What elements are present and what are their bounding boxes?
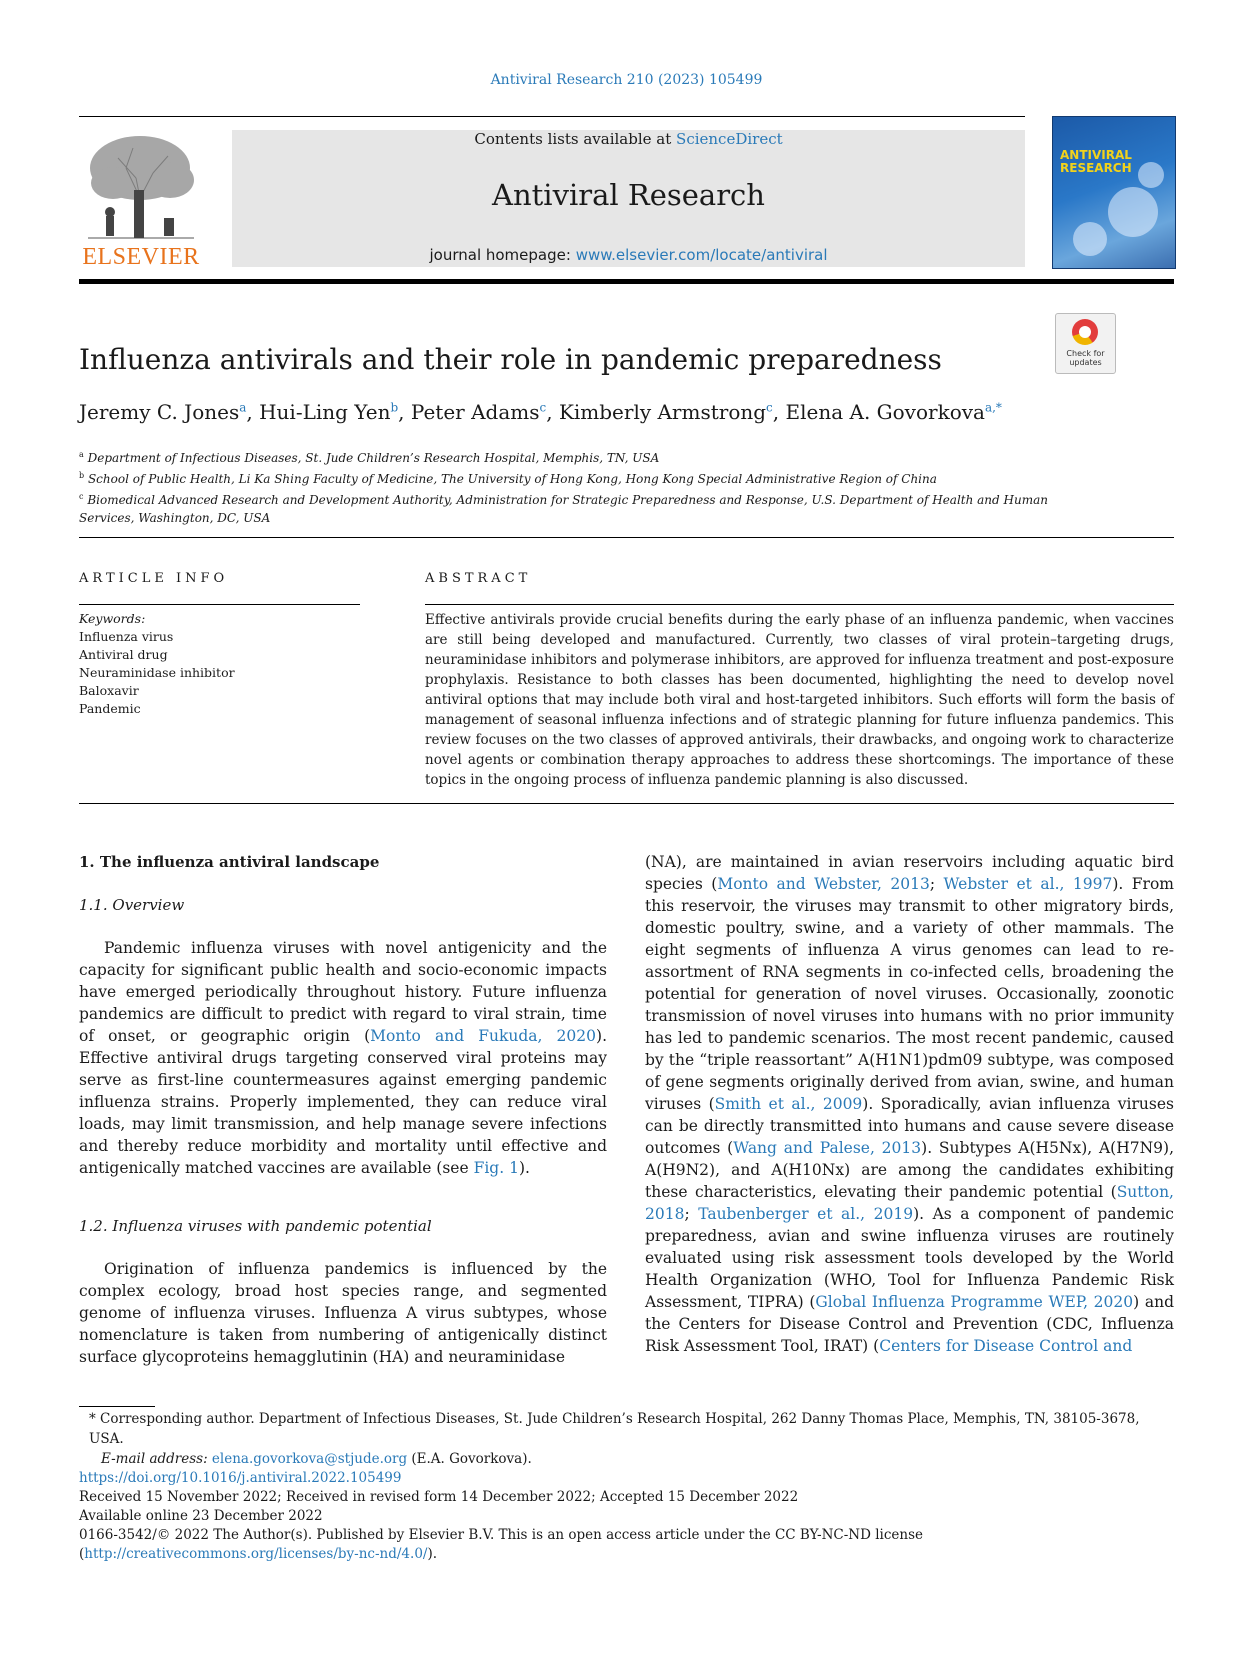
author-name[interactable]: Peter Adams	[410, 400, 540, 424]
body-column-left	[79, 851, 607, 1368]
paragraph-overview: Pandemic influenza viruses with novel antigenicity and the capacity for significant public health and socio-economic impacts have emerged periodically throughout history. Future influenza pandemics are difficult to predict with regard to viral strain, time of onset, or geographic origin (Monto and Fukuda, 2020). Effective antiviral drugs targeting conserved viral proteins may serve as first-line countermeasures against emerging pandemic influenza strains. Properly implemented, they can reduce viral loads, may limit transmission, and help manage severe infections and thereby reduce morbidity and mortality until effective and antigenically matched vaccines are available (see Fig. 1).	[79, 939, 607, 1177]
elsevier-logo	[78, 128, 204, 271]
subsection-heading: 1.1. Overview	[79, 896, 185, 914]
keywords-label: Keywords:	[79, 611, 146, 626]
tree-icon	[78, 128, 204, 240]
citation-link[interactable]: Wang and Palese, 2013	[733, 1139, 922, 1157]
header-thick-rule	[79, 279, 1174, 284]
author-affiliation-marker[interactable]: c	[539, 400, 547, 415]
license-link[interactable]: http://creativecommons.org/licenses/by-nc-nd/4.0/	[84, 1546, 428, 1562]
divider	[79, 537, 1174, 538]
received-dates: Received 15 November 2022; Received in revised form 14 December 2022; Accepted 15 December 2022	[79, 1489, 799, 1505]
abstract-text: Effective antivirals provide crucial benefits during the early phase of an influenza pandemic, when vaccines are still being developed and manufactured. Currently, two classes of viral protein–targeting drugs, neuraminidase inhibitors and polymerase inhibitors, are approved for influenza treatment and post-exposure prophylaxis. Resistance to both classes has been documented, highlighting the need to develop novel antiviral options that may include both viral and host-targeted inhibitors. Such efforts will form the basis of management of seasonal influenza infections and of strategic planning for future influenza pandemics. This review focuses on the two classes of approved antivirals, their drawbacks, and ongoing work to characterize novel agents or combination therapy approaches to address these shortcomings. The importance of these topics in the ongoing process of influenza pandemic planning is also discussed.	[425, 612, 1174, 788]
footnote-rule	[79, 1406, 155, 1407]
keyword: Antiviral drug	[79, 647, 168, 662]
keyword: Neuraminidase inhibitor	[79, 665, 235, 680]
available-online: Available online 23 December 2022	[79, 1508, 323, 1524]
journal-header	[232, 130, 1025, 267]
license-line: 0166-3542/© 2022 The Author(s). Published by Elsevier B.V. This is an open access article under the CC BY-NC-ND license (http://creativecommons.org/licenses/by-nc-nd/4.0/).	[79, 1527, 924, 1562]
divider	[79, 803, 1174, 804]
author-name[interactable]: Hui-Ling Yen	[259, 400, 391, 424]
cover-virus-image	[1073, 222, 1107, 256]
citation-link[interactable]: Fig. 1	[473, 1159, 519, 1177]
elsevier-wordmark: ELSEVIER	[82, 244, 200, 270]
author-name[interactable]: Jeremy C. Jones	[79, 400, 240, 424]
citation-link[interactable]: Centers for Disease Control and	[879, 1337, 1133, 1355]
author-name[interactable]: Elena A. Govorkova	[785, 400, 985, 424]
author-list: Jeremy C. Jones$^a$, Hui-Ling Yen$^b$, Peter Adams$^c$, Kimberly Armstrong$^c$, Elena A. Govorkova$^{a,*}$	[79, 400, 1002, 424]
cover-title: ANTIVIRAL RESEARCH	[1060, 148, 1132, 175]
citation-link[interactable]: Taubenberger et al., 2019	[698, 1205, 914, 1223]
author-affiliation-marker[interactable]: a,*	[984, 400, 1002, 415]
cover-virus-image	[1138, 162, 1164, 188]
keyword: Pandemic	[79, 701, 141, 716]
cover-virus-image	[1108, 187, 1158, 237]
author-affiliation-marker[interactable]: b	[390, 400, 399, 415]
author-affiliation-marker[interactable]: a	[239, 400, 247, 415]
article-metadata	[79, 1469, 1174, 1564]
contents-line: Contents lists available at ScienceDirect	[474, 130, 783, 148]
subsection-heading: 1.2. Influenza viruses with pandemic potential	[79, 1217, 432, 1235]
affiliation: $^b$ School of Public Health, Li Ka Shing Faculty of Medicine, The University of Hong Kong, Hong Kong Special Administrative Region of China	[79, 471, 937, 486]
keyword: Baloxavir	[79, 683, 139, 698]
affiliation-list	[79, 446, 1059, 527]
paragraph-pandemic-potential-continued: (NA), are maintained in avian reservoirs including aquatic bird species (Monto and Webster, 2013; Webster et al., 1997). From this reservoir, the viruses may transmit to other migratory birds, domestic poultry, swine, and a variety of other mammals. The eight segments of influenza A virus genomes can lead to re-assortment of RNA segments in co-infected cells, broadening the potential for generation of novel viruses. Occasionally, zoonotic transmission of novel viruses into humans with no prior immunity has led to pandemic scenarios. The most recent pandemic, caused by the “triple reassortant” A(H1N1)pdm09 subtype, was composed of gene segments originally derived from avian, swine, and human viruses (Smith et al., 2009). Sporadically, avian influenza viruses can be directly transmitted into humans and cause severe disease outcomes (Wang and Palese, 2013). Subtypes A(H5Nx), A(H7N9), A(H9N2), and A(H10Nx) are among the candidates exhibiting these characteristics, elevating their pandemic potential (Sutton, 2018; Taubenberger et al., 2019). As a component of pandemic preparedness, avian and swine influenza viruses are routinely evaluated using risk assessment tools developed by the World Health Organization (WHO, Tool for Influenza Pandemic Risk Assessment, TIPRA) (Global Influenza Programme WEP, 2020) and the Centers for Disease Control and Prevention (CDC, Influenza Risk Assessment Tool, IRAT) (Centers for Disease Control and	[645, 853, 1175, 1355]
abstract-heading: ABSTRACT	[425, 571, 532, 586]
affiliation: $^c$ Biomedical Advanced Research and Development Authority, Administration for Strategic Preparedness and Response, U.S. Department of Health and Human Services, Washington, DC, USA	[79, 492, 1048, 525]
citation-link[interactable]: Webster et al., 1997	[943, 875, 1113, 893]
paragraph-pandemic-potential: Origination of influenza pandemics is influenced by the complex ecology, broad host species range, and segmented genome of influenza viruses. Influenza A virus subtypes, whose nomenclature is taken from numbering of antigenically distinct surface glycoproteins hemagglutinin (HA) and neuraminidase	[79, 1260, 607, 1366]
journal-name: Antiviral Research	[492, 178, 765, 212]
doi-link[interactable]: https://doi.org/10.1016/j.antiviral.2022.105499	[79, 1470, 402, 1486]
bookmark-icon	[1072, 319, 1098, 345]
author-affiliation-marker[interactable]: c	[766, 400, 773, 415]
article-info-heading: ARTICLE INFO	[79, 571, 229, 586]
citation-link[interactable]: Smith et al., 2009	[714, 1095, 863, 1113]
citation-link[interactable]: Monto and Fukuda, 2020	[370, 1027, 597, 1045]
divider	[425, 604, 1174, 605]
journal-reference[interactable]	[0, 72, 1241, 88]
check-for-updates-button[interactable]	[1055, 313, 1116, 374]
check-for-updates-label: Check for updates	[1066, 349, 1105, 367]
divider	[79, 604, 360, 605]
journal-cover[interactable]	[1052, 116, 1176, 269]
homepage-line: journal homepage: www.elsevier.com/locate/antiviral	[429, 246, 828, 264]
header-rule	[79, 116, 1025, 117]
section-heading: 1. The influenza antiviral landscape	[79, 853, 380, 871]
affiliation: $^a$ Department of Infectious Diseases, St. Jude Children’s Research Hospital, Memphis, TN, USA	[79, 450, 660, 465]
keyword: Influenza virus	[79, 629, 174, 644]
corresponding-author-footnote: * Corresponding author. Department of Infectious Diseases, St. Jude Children’s Research Hospital, 262 Danny Thomas Place, Memphis, TN, 38105-3678, USA. E-mail address: elena.govorkova@stjude.org (E.A. Govorkova).	[89, 1411, 1140, 1467]
citation-link[interactable]: Sutton, 2018	[645, 1183, 1174, 1223]
article-title: Influenza antivirals and their role in pandemic preparedness	[79, 343, 942, 376]
author-name[interactable]: Kimberly Armstrong	[558, 400, 767, 424]
sciencedirect-link[interactable]: ScienceDirect	[676, 130, 783, 148]
journal-homepage-link[interactable]: www.elsevier.com/locate/antiviral	[575, 246, 828, 264]
citation-link[interactable]: Global Influenza Programme WEP, 2020	[815, 1293, 1134, 1311]
citation-link[interactable]: Monto and Webster, 2013	[717, 875, 930, 893]
email-link[interactable]: elena.govorkova@stjude.org	[211, 1451, 408, 1467]
body-column-right	[645, 851, 1174, 1357]
journal-reference-link[interactable]: Antiviral Research 210 (2023) 105499	[490, 72, 763, 88]
keywords-block	[79, 610, 235, 718]
